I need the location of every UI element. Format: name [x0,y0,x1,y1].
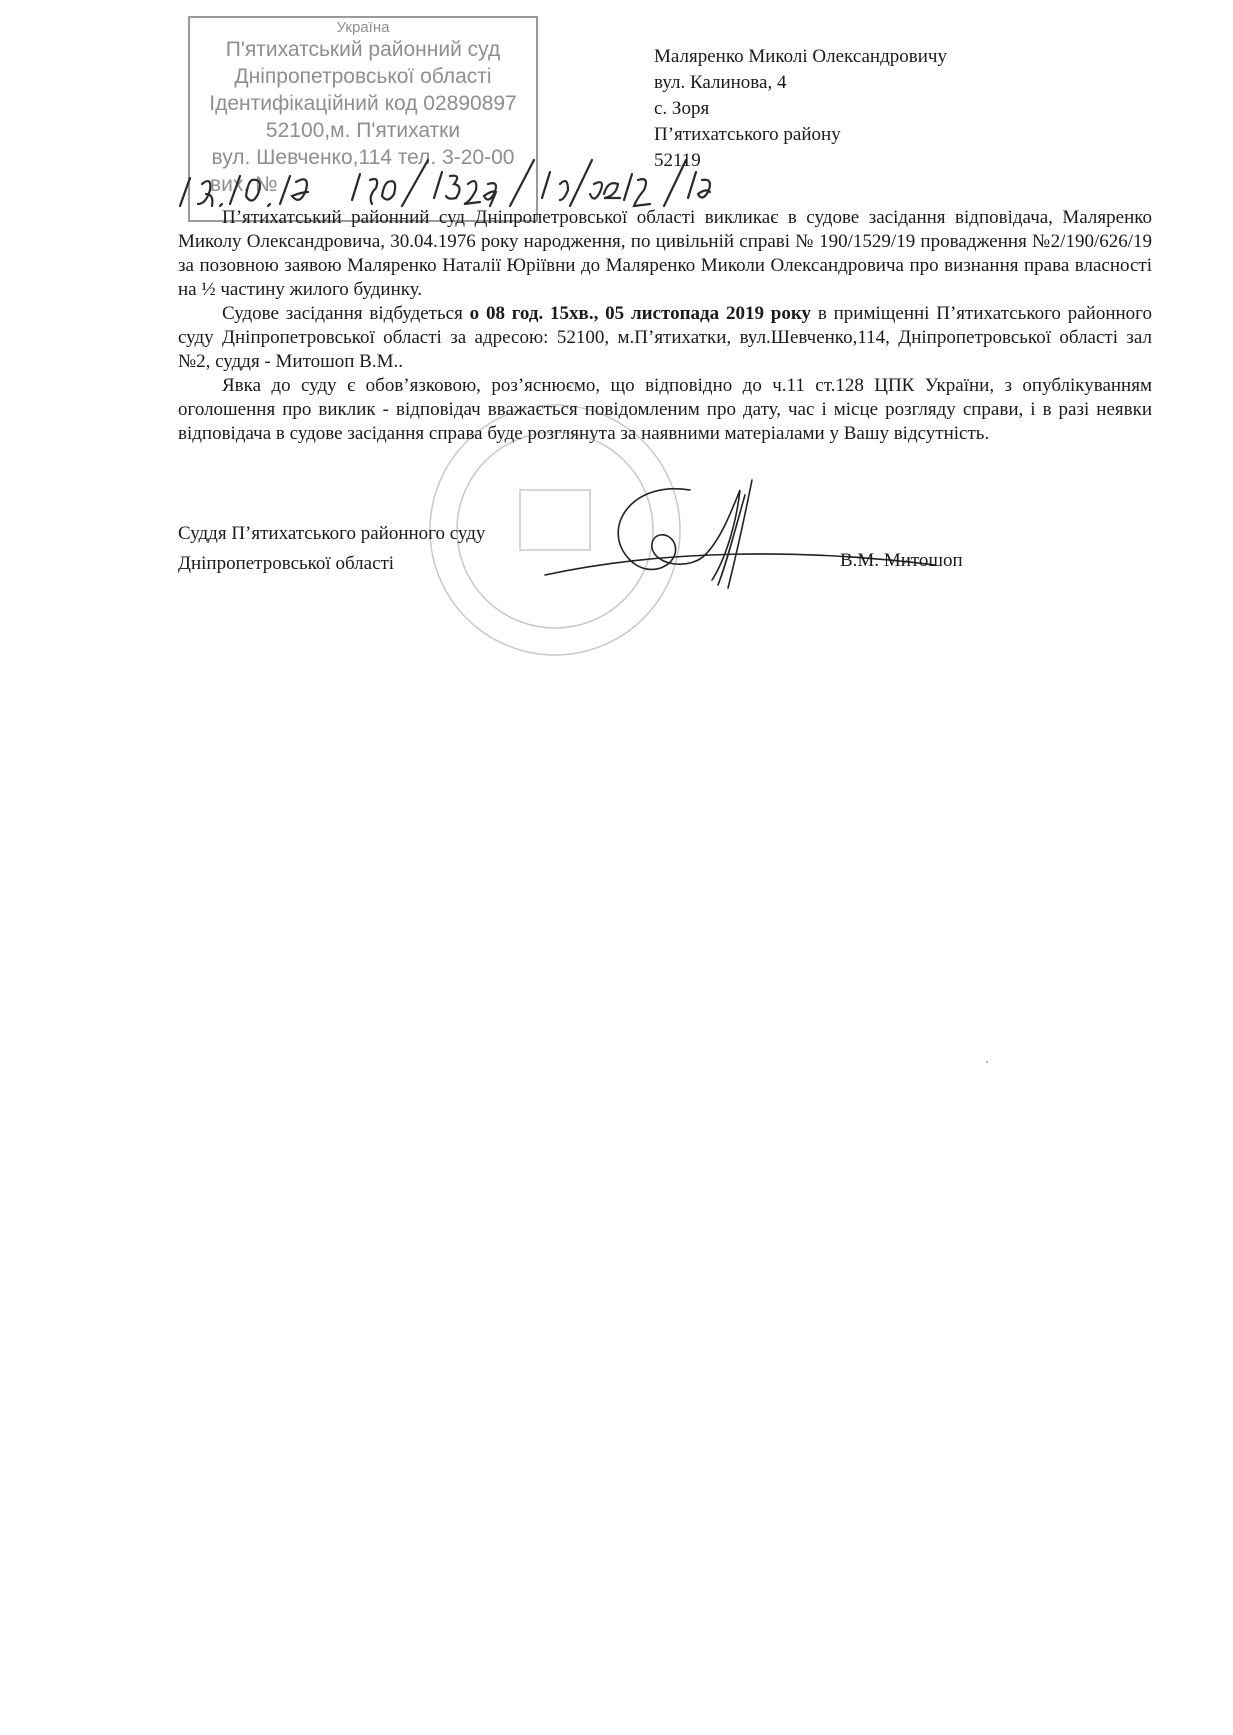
handwritten-signature [540,470,940,620]
stamp-line: вул. Шевченко,114 тел. 3-20-00 [211,146,515,169]
judge-title-line2: Дніпропетровської області [178,553,395,574]
judge-title-line1: Суддя П’ятихатського районного суду [178,523,486,544]
recipient-postcode: 52119 [654,150,701,171]
stamp-line: Ідентифікаційний код 02890897 [209,92,517,115]
stamp-line: 52100,м. П'ятихатки [265,119,461,142]
hearing-datetime: о 08 год. 15хв., 05 листопада 2019 року [469,303,812,324]
hearing-location: в приміщенні П’ятихатського районного суду Дніпропетровської області за адресою: 52100, м.П’ятихатки, вул.Шевченко,114, Дніпропетровської області зал №2, суддя - Митошоп В.М.. [178,303,1152,372]
recipient-name: Маляренко Миколі Олександровичу [654,46,947,67]
hearing-text: Судове засідання відбудеться [222,303,470,324]
summons-body [178,206,1152,446]
stamp-line: П'ятихатський районний суд [225,38,501,61]
recipient-village: с. Зоря [654,98,710,119]
recipient-address [654,44,1074,174]
paragraph-summons: П’ятихатський районний суд Дніпропетровської області викликає в судове засідання відповідача, Маляренко Миколу Олександровича, 30.04.1976 року народження, по цивільній справі № 190/1529/19 провадження №2/190/626/19 за позовною заявою Маляренко Наталії Юріївни до Маляренко Миколи Олександровича про визнання права власності на ½ частину жилого будинку. [178,207,1152,300]
recipient-district: П’ятихатського району [654,124,841,145]
judge-name: В.М. Митошоп [840,550,963,571]
paragraph-attendance: Явка до суду є обов’язковою, роз’яснюємо, що відповідно до ч.11 ст.128 ЦПК України, з опублікуванням оголошення про виклик - відповідач вважається повідомленим про дату, час і місце розгляду справи, і в разі неявки відповідача в судове засідання справа буде розглянута за наявними матеріалами у Вашу відсутність. [178,375,1152,444]
stamp-line: Україна [336,20,390,36]
scan-speck [986,1061,988,1063]
recipient-street: вул. Калинова, 4 [654,72,787,93]
stamp-line: Дніпропетровської області [234,65,492,88]
judge-title [178,519,485,579]
stamp-line: вих. № [210,173,278,196]
paragraph-hearing [178,302,1152,374]
